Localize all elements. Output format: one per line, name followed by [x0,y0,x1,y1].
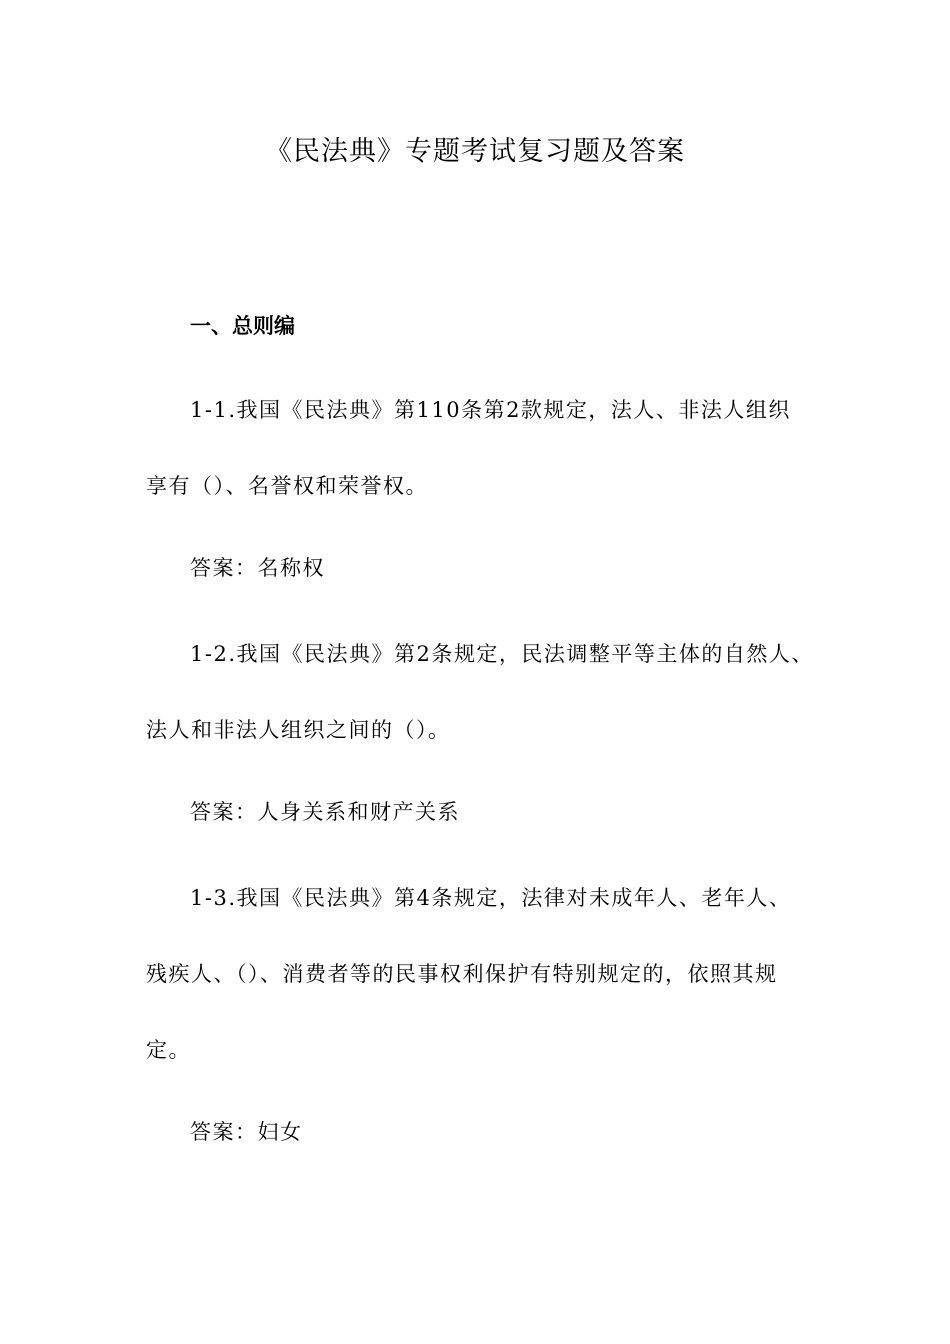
answer-1: 答案：名称权 [190,556,325,580]
answer-2: 答案：人身关系和财产关系 [190,800,460,824]
question-3-line-2: 残疾人、（）、消费者等的民事权利保护有特别规定的，依照其规 [146,962,778,986]
question-1-line-2: 享有（）、名誉权和荣誉权。 [146,474,428,498]
document-title: 《民法典》专题考试复习题及答案 [265,136,685,167]
question-3-line-3: 定。 [146,1038,191,1062]
question-1-line-1: 1-1.我国《民法典》第110条第2款规定，法人、非法人组织 [190,398,791,422]
section-heading: 一、总则编 [190,314,295,338]
question-3-line-1: 1-3.我国《民法典》第4条规定，法律对未成年人、老年人、 [190,886,792,910]
answer-3: 答案：妇女 [190,1120,303,1144]
question-2-line-2: 法人和非法人组织之间的（）。 [146,718,451,742]
question-2-line-1: 1-2.我国《民法典》第2条规定，民法调整平等主体的自然人、 [190,642,814,666]
